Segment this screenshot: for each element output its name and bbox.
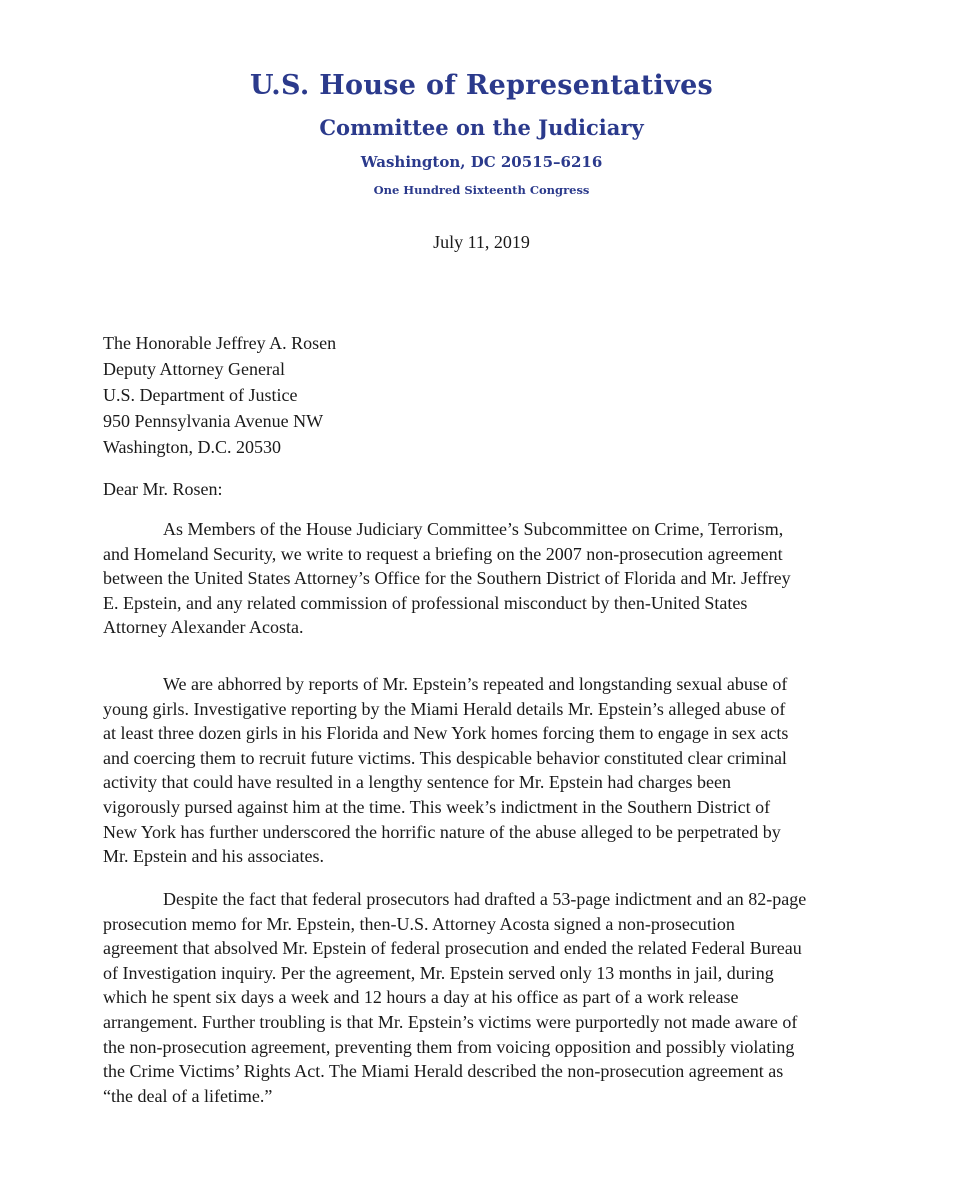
paragraph-line: prosecution memo for Mr. Epstein, then-U.S. Attorney Acosta signed a non-prosecution — [103, 913, 735, 934]
recipient-title: Deputy Attorney General — [103, 359, 285, 379]
paragraph-line: vigorously pursed against him at the time. This week’s indictment in the Southern District of — [103, 796, 771, 817]
letterhead-committee: Committee on the Judiciary — [319, 115, 644, 140]
paragraph-line: the non-prosecution agreement, preventing them from voicing opposition and possibly violating — [103, 1036, 795, 1057]
paragraph-line: of Investigation inquiry. Per the agreement, Mr. Epstein served only 13 months in jail, during — [103, 962, 774, 983]
paragraph-line: New York has further underscored the horrific nature of the abuse alleged to be perpetrated by — [103, 821, 781, 842]
paragraph-line: activity that could have resulted in a lengthy sentence for Mr. Epstein had charges been — [103, 772, 731, 793]
paragraph-1 — [103, 517, 863, 640]
letterhead-congress: One Hundred Sixteenth Congress — [373, 183, 590, 197]
recipient-city: Washington, D.C. 20530 — [103, 437, 282, 457]
paragraph-2 — [103, 672, 863, 869]
letterhead-title: U.S. House of Representatives — [249, 70, 714, 101]
paragraph-line: which he spent six days a week and 12 hours a day at his office as part of a work release — [103, 987, 739, 1008]
paragraph-line: Despite the fact that federal prosecutors had drafted a 53-page indictment and an 82-page — [163, 889, 807, 909]
recipient-street: 950 Pennsylvania Avenue NW — [103, 411, 324, 431]
recipient-name: The Honorable Jeffrey A. Rosen — [103, 333, 337, 353]
paragraph-3 — [103, 887, 863, 1108]
paragraph-line: young girls. Investigative reporting by the Miami Herald details Mr. Epstein’s alleged abuse of — [103, 698, 786, 719]
paragraph-line: and coercing them to recruit future victims. This despicable behavior constituted clear criminal — [103, 747, 787, 768]
paragraph-line: the Crime Victims’ Rights Act. The Miami Herald described the non-prosecution agreement as — [103, 1061, 784, 1082]
paragraph-line: Attorney Alexander Acosta. — [103, 617, 304, 638]
paragraph-line: and Homeland Security, we write to request a briefing on the 2007 non-prosecution agreement — [103, 543, 783, 564]
letter-date: July 11, 2019 — [433, 232, 530, 252]
paragraph-line: arrangement. Further troubling is that Mr. Epstein’s victims were purportedly not made aware of — [103, 1011, 798, 1032]
salutation: Dear Mr. Rosen: — [103, 479, 223, 499]
letterhead-address: Washington, DC 20515–6216 — [360, 153, 603, 171]
paragraph-line: “the deal of a lifetime.” — [103, 1085, 273, 1106]
recipient-department: U.S. Department of Justice — [103, 385, 298, 405]
paragraph-line: between the United States Attorney’s Office for the Southern District of Florida and Mr. Jeffrey — [103, 568, 791, 589]
recipient-address — [103, 330, 336, 460]
paragraph-line: We are abhorred by reports of Mr. Epstein’s repeated and longstanding sexual abuse of — [163, 674, 788, 694]
paragraph-line: E. Epstein, and any related commission of professional misconduct by then-United States — [103, 592, 748, 613]
paragraph-line: As Members of the House Judiciary Committee’s Subcommittee on Crime, Terrorism, — [163, 519, 784, 539]
paragraph-line: agreement that absolved Mr. Epstein of federal prosecution and ended the related Federal Bureau — [103, 938, 802, 959]
paragraph-line: at least three dozen girls in his Florida and New York homes forcing them to engage in sex acts — [103, 723, 789, 744]
paragraph-line: Mr. Epstein and his associates. — [103, 846, 324, 867]
